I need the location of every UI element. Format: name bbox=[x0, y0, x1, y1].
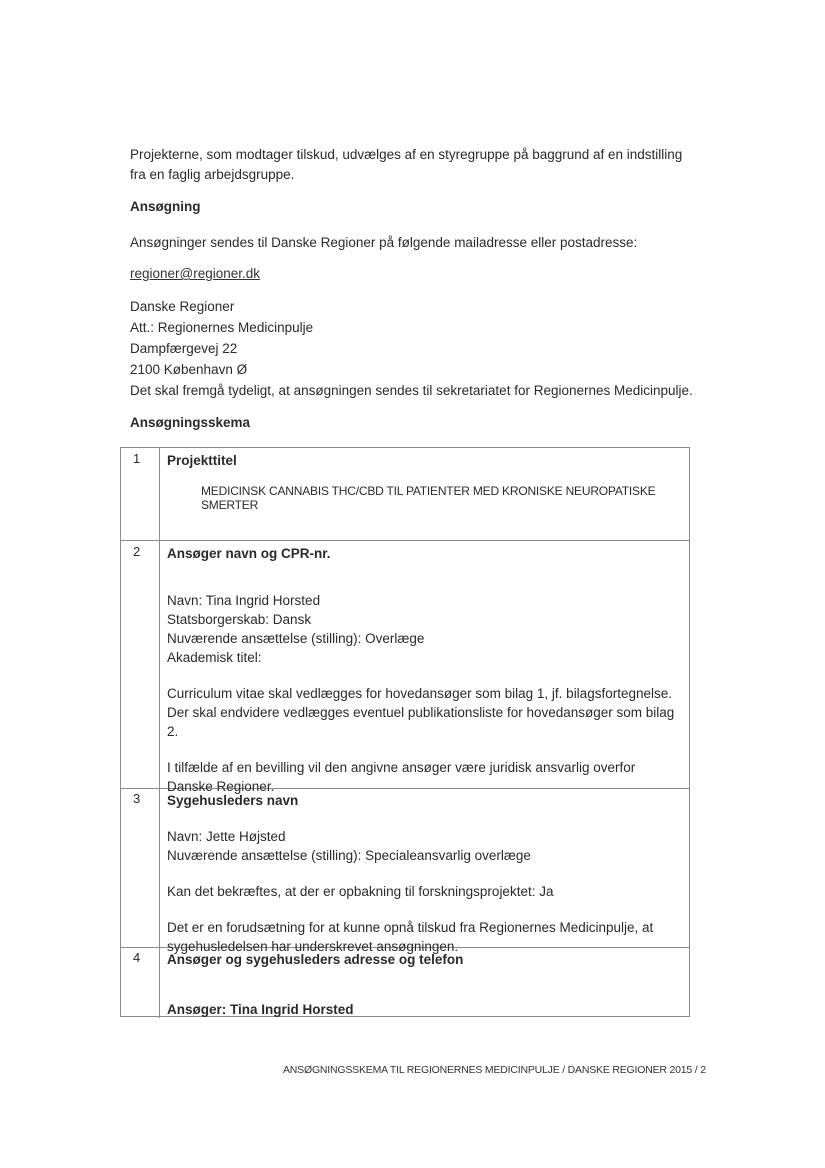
row-title: Ansøger navn og CPR-nr. bbox=[167, 546, 331, 561]
hospital-leader-name: Navn: Jette Højsted bbox=[167, 829, 286, 844]
email-link-wrapper bbox=[130, 264, 700, 284]
row-2-header bbox=[167, 544, 682, 563]
applicant-employment: Nuværende ansættelse (stilling): Overlæge bbox=[167, 631, 425, 646]
support-confirmation: Kan det bekræftes, at der er opbakning til forskningsprojektet: Ja bbox=[167, 884, 554, 899]
column-divider bbox=[159, 588, 160, 788]
address-line: Danske Regioner bbox=[130, 299, 235, 314]
form-heading: Ansøgningsskema bbox=[130, 415, 251, 430]
row-number: 3 bbox=[133, 791, 141, 806]
row-number: 1 bbox=[133, 451, 141, 466]
address-line: Att.: Regionernes Medicinpulje bbox=[130, 320, 314, 335]
application-text: Ansøgninger sendes til Danske Regioner på følgende mailadresse eller postadresse: bbox=[130, 235, 638, 250]
row-3-cell bbox=[167, 791, 682, 956]
page-footer: ANSØGNINGSSKEMA TIL REGIONERNES MEDICINPULJE / DANSKE REGIONER 2015 / 2 bbox=[283, 1064, 706, 1076]
applicant-academic-title: Akademisk titel: bbox=[167, 650, 262, 665]
row-number: 2 bbox=[133, 544, 141, 559]
column-divider bbox=[159, 540, 160, 592]
row-divider bbox=[121, 540, 689, 541]
column-divider bbox=[159, 788, 160, 1018]
applicant-citizenship: Statsborgerskab: Dansk bbox=[167, 612, 312, 627]
applicant-address-name: Ansøger: Tina Ingrid Horsted bbox=[167, 1002, 354, 1017]
column-divider bbox=[159, 448, 160, 540]
row-title: Sygehusleders navn bbox=[167, 793, 299, 808]
row-number: 4 bbox=[133, 950, 141, 965]
email-link[interactable]: regioner@regioner.dk bbox=[130, 266, 261, 281]
row-2-cell bbox=[167, 591, 682, 796]
send-note: Det skal fremgå tydeligt, at ansøgningen sendes til sekretariatet for Regionernes Medicinpulje. bbox=[130, 383, 693, 398]
cv-note: Curriculum vitae skal vedlægges for hovedansøger som bilag 1, jf. bilagsfortegnelse. Der skal endvidere vedlægges eventuel publikationsliste for hovedansøger som bilag 2. bbox=[167, 686, 675, 739]
row-4-cell bbox=[167, 950, 682, 969]
hospital-leader-employment: Nuværende ansættelse (stilling): Specialeansvarlig overlæge bbox=[167, 848, 531, 863]
requirement-note: Det er en forudsætning for at kunne opnå tilskud fra Regionernes Medicinpulje, at sygehusledelsen har underskrevet ansøgningen. bbox=[167, 920, 654, 954]
address-line: Dampfærgevej 22 bbox=[130, 341, 238, 356]
application-form-table bbox=[120, 447, 690, 1017]
row-title: Projekttitel bbox=[167, 453, 237, 468]
row-1-cell bbox=[167, 451, 682, 470]
postal-address bbox=[130, 297, 700, 402]
row-title: Ansøger og sygehusleders adresse og telefon bbox=[167, 952, 464, 967]
address-line: 2100 København Ø bbox=[130, 362, 248, 377]
application-heading: Ansøgning bbox=[130, 199, 201, 214]
liability-note: I tilfælde af en bevilling vil den angivne ansøger være juridisk ansvarlig overfor Danske Regioner. bbox=[167, 760, 636, 794]
row-4-applicant bbox=[167, 1000, 682, 1019]
intro-paragraph: Projekterne, som modtager tilskud, udvælges af en styregruppe på baggrund af en indstilling fra en faglig arbejdsgruppe. bbox=[130, 147, 683, 182]
project-title-value: MEDICINSK CANNABIS THC/CBD TIL PATIENTER MED KRONISKE NEUROPATISKE SMERTER bbox=[201, 484, 656, 512]
applicant-name: Navn: Tina Ingrid Horsted bbox=[167, 593, 321, 608]
